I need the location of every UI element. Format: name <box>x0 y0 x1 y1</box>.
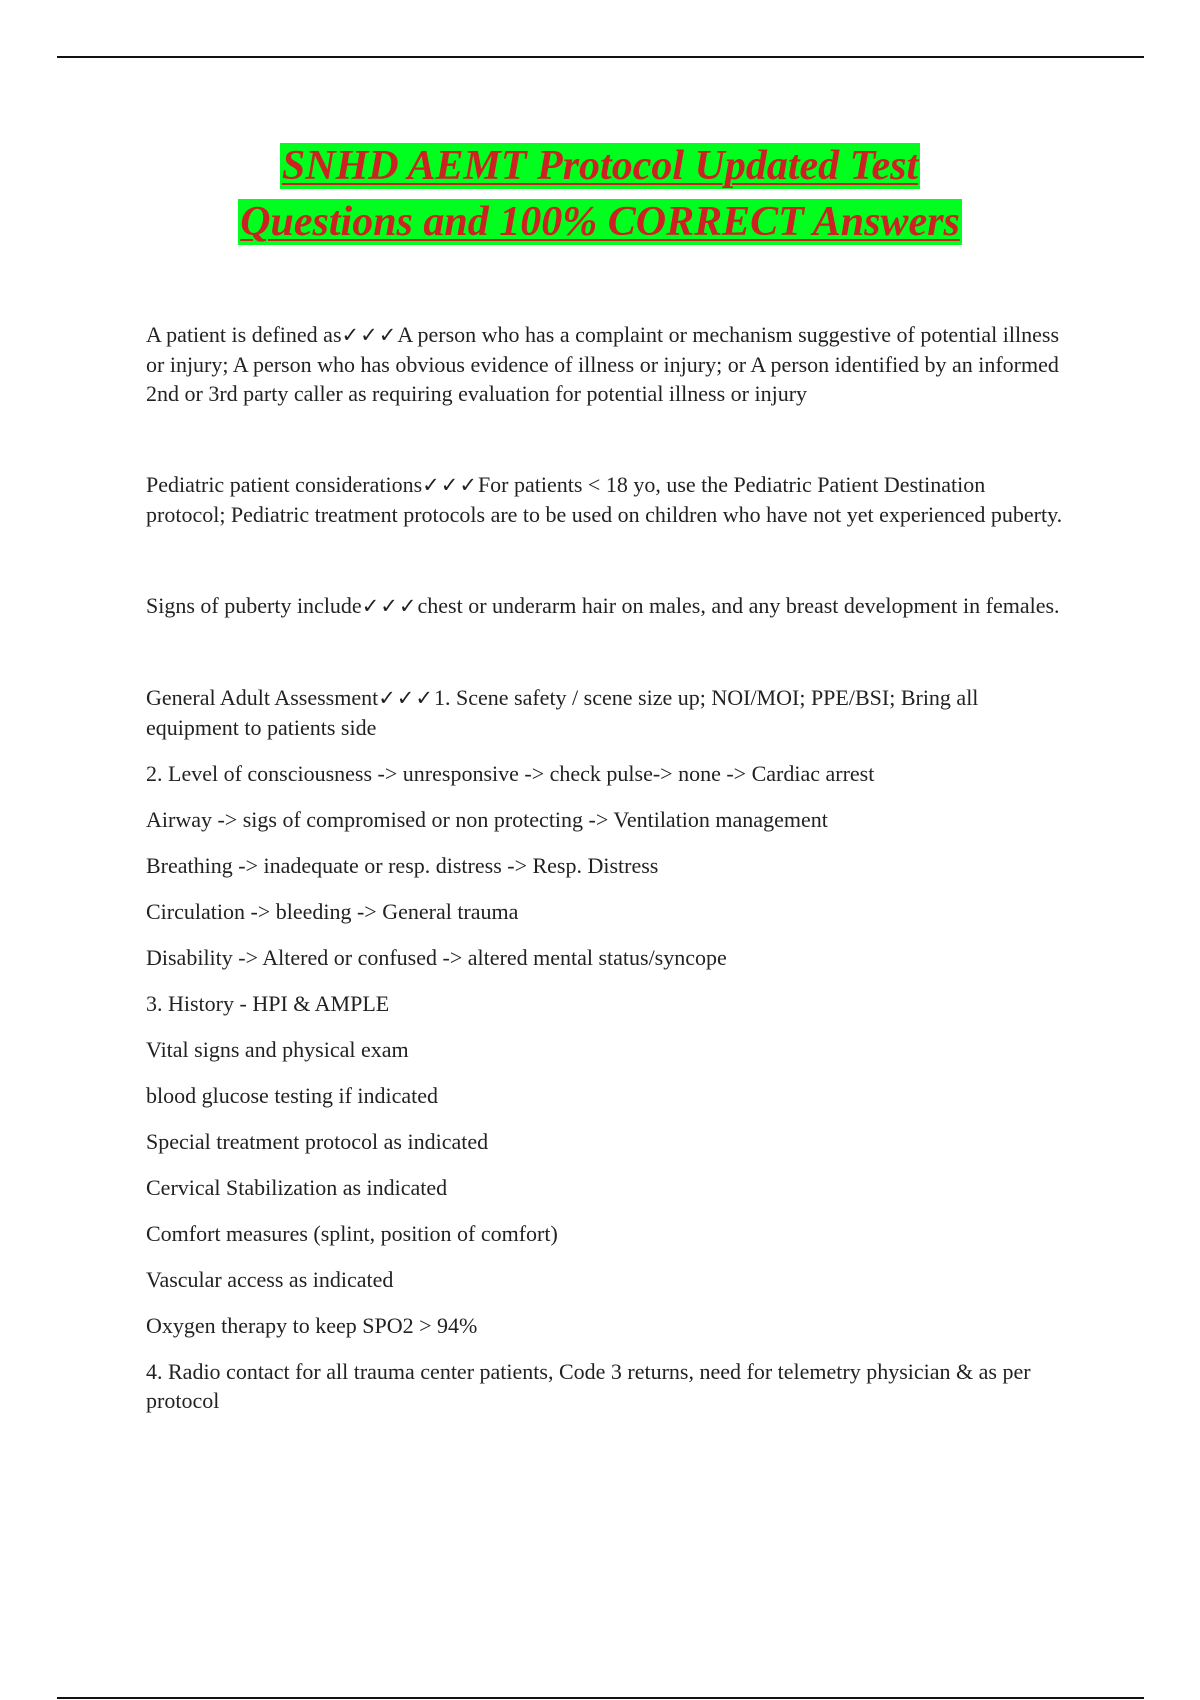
page-title <box>0 138 1200 250</box>
answer-text: chest or underarm hair on males, and any breast development in females. <box>417 593 1060 618</box>
answer-text: For patients < 18 yo, use the Pediatric Patient Destination protocol; Pediatric treatment protocols are to be used on children who have not yet experienced puberty. <box>146 472 1063 527</box>
assessment-steps <box>146 759 1066 1415</box>
qa-item-patient-definition <box>146 320 1066 408</box>
question-text: Pediatric patient considerations <box>146 472 423 497</box>
question-text: Signs of puberty include <box>146 593 362 618</box>
assessment-line: Comfort measures (splint, position of comfort) <box>146 1221 558 1246</box>
document-body <box>146 320 1066 1415</box>
assessment-line: Breathing -> inadequate or resp. distress -> Resp. Distress <box>146 853 659 878</box>
check-marks-icon: ✓✓✓ <box>422 473 478 497</box>
check-marks-icon: ✓✓✓ <box>378 686 434 710</box>
assessment-line: 3. History - HPI & AMPLE <box>146 991 390 1016</box>
assessment-line: Disability -> Altered or confused -> altered mental status/syncope <box>146 945 727 970</box>
check-marks-icon: ✓✓✓ <box>361 594 418 618</box>
assessment-line: 4. Radio contact for all trauma center patients, Code 3 returns, need for telemetry physician & as per protocol <box>146 1359 1031 1413</box>
title-line-2: Questions and 100% CORRECT Answers <box>240 199 960 245</box>
assessment-line: Special treatment protocol as indicated <box>146 1129 489 1154</box>
assessment-line: Vital signs and physical exam <box>146 1037 409 1062</box>
qa-item-pediatric-considerations <box>146 470 1066 529</box>
assessment-line: blood glucose testing if indicated <box>146 1083 439 1108</box>
top-rule <box>57 56 1144 58</box>
qa-item-general-adult-assessment <box>146 683 1066 742</box>
question-text: A patient is defined as <box>146 322 342 347</box>
answer-text: 1. Scene safety / scene size up; NOI/MOI; PPE/BSI; Bring all equipment to patients side <box>146 685 979 740</box>
check-marks-icon: ✓✓✓ <box>341 323 398 347</box>
bottom-rule <box>57 1697 1144 1699</box>
assessment-line: Cervical Stabilization as indicated <box>146 1175 448 1200</box>
assessment-line: Airway -> sigs of compromised or non protecting -> Ventilation management <box>146 807 828 832</box>
assessment-line: 2. Level of consciousness -> unresponsive -> check pulse-> none -> Cardiac arrest <box>146 761 875 786</box>
question-text: General Adult Assessment <box>146 685 379 710</box>
assessment-line: Vascular access as indicated <box>146 1267 394 1292</box>
assessment-line: Circulation -> bleeding -> General trauma <box>146 899 519 924</box>
qa-item-puberty-signs <box>146 591 1066 621</box>
title-line-1: SNHD AEMT Protocol Updated Test <box>281 143 919 189</box>
answer-text: A person who has a complaint or mechanism suggestive of potential illness or injury; A person who has obvious evidence of illness or injury; or A person identified by an informed 2nd or 3rd party caller as requiring evaluation for potential illness or injury <box>146 322 1060 406</box>
assessment-line: Oxygen therapy to keep SPO2 > 94% <box>146 1313 478 1338</box>
